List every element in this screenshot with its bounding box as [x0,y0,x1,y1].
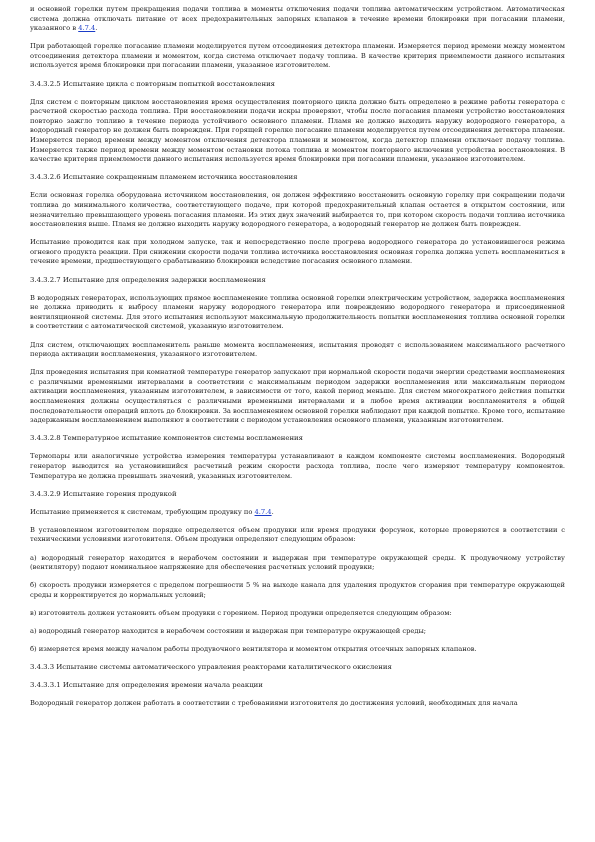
paragraph-text: В установленном изготовителем порядке определяется объем продувки или время продувки форсунок, которые проверяются в соответствии с техническими условиями изготовителя. Объем продувки определяют следующим образом: [30,525,565,544]
section-heading: 3.4.3.2.8 Температурное испытание компонентов системы воспламенения [30,434,303,443]
section-heading: 3.4.3.2.9 Испытание горения продувкой [30,489,177,498]
paragraph-text: В водородных генераторах, использующих прямое воспламенение топлива основной горелки электрическим устройством, задержка воспламенения не должна приводить к выбросу пламени наружу водородного генератора или повреждению водородного генератора и присоединенной вентиляционной системы. Для этого испытания используют максимальную продолжительность попытки воспламенения топлива основной горелки в соответствии с автоматической системой, указанную изготовителем. [30,293,565,331]
paragraph-text: Для систем, отключающих воспламенитель раньше момента воспламенения, испытания проводят с использованием максимального расчетного периода активации воспламенения, указанного изготовителем. [30,340,565,359]
paragraph-text: Испытание применяется к системам, требующим продувку по [30,507,255,516]
section-heading: 3.4.3.2.7 Испытание для определения задержки воспламенения [30,275,266,284]
paragraph [30,238,565,267]
section-heading: 3.4.3.3.1 Испытание для определения времени начала реакции [30,681,263,690]
paragraph [30,526,565,545]
paragraph-text: Водородный генератор должен работать в соответствии с требованиями изготовителя до достижения условий, необходимых для начала [30,699,518,708]
paragraph-text: . [271,507,274,516]
paragraph [30,581,565,600]
paragraph [30,341,565,360]
paragraph-text: в) изготовитель должен установить объем продувки с горением. Период продувки определяется следующим образом: [30,608,452,617]
paragraph [30,508,565,518]
paragraph-text: и основной горелки путем прекращения подачи топлива в моменты отключения подачи топлива автоматическим устройством. Автоматическая система должна отключать питание от всех предохранительных запорных клапанов в течение времени блокировки при погасании пламени, указанного в [30,5,565,33]
paragraph-text: а) водородный генератор находится в нерабочем состоянии и выдержан при температуре окружающей среды. К продувочному устройству (вентилятору) подают номинальное напряжение для обеспечения расчетных условий продувки; [30,553,565,572]
paragraph [30,98,565,165]
section-heading: 3.4.3.2.5 Испытание цикла с повторным попыткой восстановления [30,79,276,88]
paragraph-text: При работающей горелке погасание пламени моделируется путем отсоединения детектора пламени. Измеряется период времени между моментом отсоединения детектора пламени и моментом, когда система отключает подачу топлива. В качестве критерия приемлемости данного испытания используется время блокировки при погасании пламени, указанное изготовителем. [30,42,565,70]
paragraph [30,294,565,332]
paragraph [30,554,565,573]
paragraph-text: б) скорость продувки измеряется с пределом погрешности 5 % на выходе канала для удаления продуктов сгорания при температуре окружающей среды и корректируется до нормальных условий; [30,581,565,599]
section-heading: 3.4.3.2.6 Испытание сокращенным пламенем источника восстановления [30,173,298,182]
paragraph-text: Для систем с повторным циклом восстановления время осуществления повторного цикла должно быть определено в режиме работы генератора с расчетной скоростью расхода топлива. При восстановлении подачи искры проверяют, чтобы после погасания пламени устройство восстановления повторно зажгло топливо в течение периода устойчивого основного пламени. Пламя не должно выходить наружу водородного генератора, а водородный генератор не должен быть поврежден. При горящей горелке погасание пламени моделируется путем отсоединения детектора пламени. Измеряется период времени между моментом отключения детектора пламени и моментом, когда детектор пламени отключает подачу топлива. Измеряется также период времени между моментом остановки потока топлива и моментом повторного включения устройства восстановления. В качестве критерия приемлемости данного испытания используется время блокировки при погасании пламени, указанное изготовителем. [30,97,565,164]
paragraph [30,627,565,637]
paragraph-text: Испытание проводится как при холодном запуске, так и непосредственно после прогрева водородного генератора до установившегося режима огневого продукта реакции. При снижении скорости подачи топлива источника восстановления основная горелка должна успеть воспламениться в течение времени, предшествующего срабатыванию блокировки вследствие погасания основного пламени. [30,238,565,266]
paragraph [30,191,565,229]
paragraph [30,5,565,34]
paragraph-text: б) измеряется время между началом работы продувочного вентилятора и моментом открытия отсечных запорных клапанов. [30,645,477,654]
clause-link[interactable]: 4.7.4 [78,24,96,33]
paragraph-text: а) водородный генератор находится в нерабочем состоянии и выдержан при температуре окружающей среды; [30,627,427,635]
paragraph [30,699,565,709]
clause-link[interactable]: 4.7.4 [254,507,272,516]
paragraph [30,452,565,481]
paragraph [30,645,565,655]
paragraph-text: Термопары или аналогичные устройства измерения температуры устанавливают в каждом компоненте системы воспламенения. Водородный генератор выводится на установившийся расчетный режим скорости расхода топлива, после чего измеряют температуру компонентов. Температура не должна превышать значений, указанных изготовителем. [30,452,565,480]
paragraph-text: . [95,24,98,33]
paragraph [30,42,565,71]
paragraph-text: Для проведения испытания при комнатной температуре генератор запускают при нормальной скорости подачи энергии средствами воспламенения с различными временными интервалами в соответствии с максимальным периодом задержки воспламенения или максимальным периодом активации воспламенения, указанным изготовителем, в зависимости от того, какой период меньше. Для систем многократного действия попытки воспламенения должны осуществляться с различными временными интервалами и в любое время активации воспламенителя в общей последовательности операций вплоть до блокировки. За воспламенением основной горелки наблюдают при каждой попытке. Кроме того, испытание задержанным воспламенением выполняют в соответствии с периодом установления основного пламени, указанным изготовителем. [30,368,565,425]
section-heading: 3.4.3.3 Испытание системы автоматического управления реакторами каталитического окисления [30,663,392,672]
paragraph [30,609,565,619]
paragraph [30,368,565,426]
paragraph-text: Если основная горелка оборудована источником восстановления, он должен эффективно восстановить основную горелку при сокращении подачи топлива до минимального количества, соответствующего подаче, при которой предохранительный клапан остается в открытом состоянии, или незначительно превышающего уровень погасания пламени. Из этих двух значений выбирается то, при котором скорость подачи топлива источника восстановления выше. Пламя не должно выходить наружу водородного генератора, а водородный генератор не должен быть поврежден. [30,191,565,229]
